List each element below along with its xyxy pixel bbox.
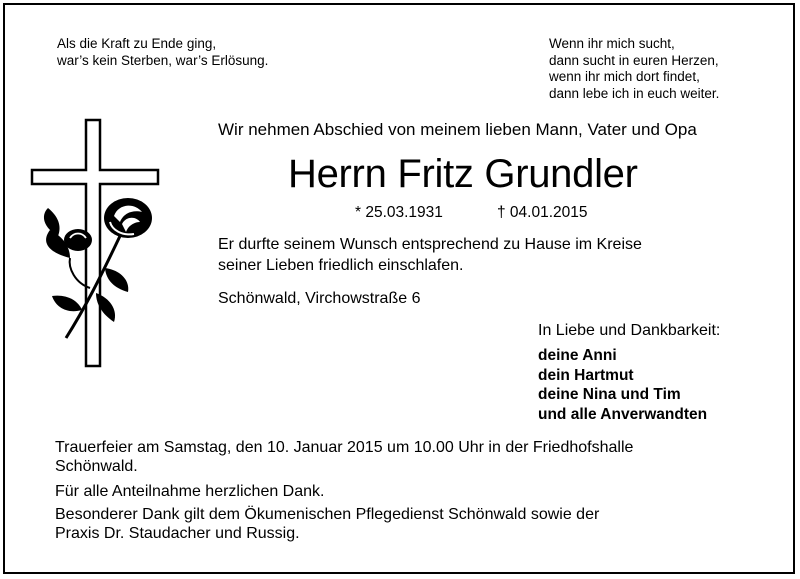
- family-member: dein Hartmut: [538, 366, 634, 384]
- address: Schönwald, Virchowstraße 6: [218, 290, 421, 307]
- quote-left-line: Als die Kraft zu Ende ging,: [57, 36, 217, 51]
- special-thanks: [55, 505, 599, 543]
- special-thanks-line: Praxis Dr. Staudacher und Russig.: [55, 525, 300, 542]
- thanks-intro: In Liebe und Dankbarkeit:: [538, 322, 721, 339]
- deceased-name: Herrn Fritz Grundler: [288, 152, 638, 196]
- intro-line: Wir nehmen Abschied von meinem lieben Mann, Vater und Opa: [218, 120, 697, 139]
- family-list: [538, 346, 707, 424]
- funeral-line: Trauerfeier am Samstag, den 10. Januar 2015 um 10.00 Uhr in der Friedhofshalle: [55, 439, 634, 456]
- condolence-thanks: Für alle Anteilnahme herzlichen Dank.: [55, 483, 325, 500]
- description-line: seiner Lieben friedlich einschlafen.: [218, 257, 464, 274]
- quote-left: [57, 36, 268, 69]
- birth-date: * 25.03.1931: [355, 204, 443, 221]
- family-member: deine Nina und Tim: [538, 386, 681, 403]
- description: [218, 234, 642, 276]
- quote-right-line: dann sucht in euren Herzen,: [549, 52, 719, 68]
- special-thanks-line: Besonderer Dank gilt dem Ökumenischen Pflegedienst Schönwald sowie der: [55, 506, 600, 523]
- family-member: und alle Anverwandten: [538, 405, 708, 423]
- cross-with-rose-icon: [30, 118, 160, 368]
- quote-right-line: Wenn ihr mich sucht,: [549, 36, 675, 51]
- quote-right-line: wenn ihr mich dort findet,: [549, 69, 700, 84]
- funeral-info: [55, 438, 633, 476]
- quote-right: [549, 36, 719, 102]
- funeral-line: Schönwald.: [55, 458, 138, 475]
- death-date: † 04.01.2015: [497, 204, 588, 221]
- quote-right-line: dann lebe ich in euch weiter.: [549, 85, 720, 101]
- description-line: Er durfte seinem Wunsch entsprechend zu Hause im Kreise: [218, 236, 642, 253]
- family-member: deine Anni: [538, 347, 617, 364]
- quote-left-line: war’s kein Sterben, war’s Erlösung.: [57, 52, 269, 68]
